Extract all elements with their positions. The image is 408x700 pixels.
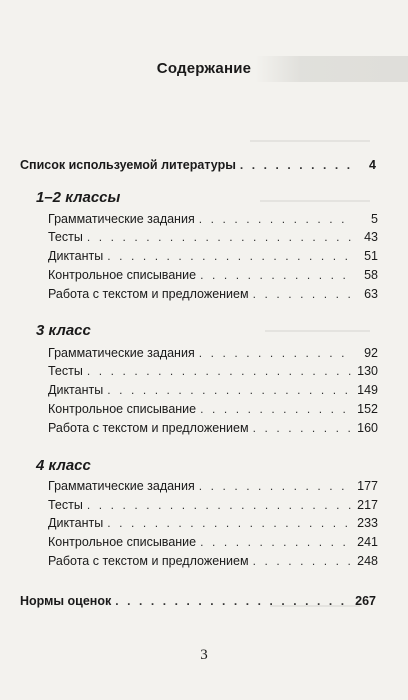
- page-title: Содержание: [156, 60, 252, 77]
- dot-leader: [107, 248, 352, 264]
- toc-entry-page: 43: [364, 230, 378, 244]
- toc-entry-label: Нормы оценок: [20, 594, 112, 608]
- toc-entry-label: Работа с текстом и предложением: [48, 287, 249, 301]
- toc-entry-label: Диктанты: [48, 249, 104, 263]
- dot-leader: [200, 534, 352, 550]
- toc-entry[interactable]: [48, 382, 378, 398]
- dot-leader: [107, 382, 352, 398]
- toc-entry-label: Грамматические задания: [48, 212, 195, 226]
- toc-entry[interactable]: [48, 345, 378, 361]
- toc-entry[interactable]: [48, 553, 378, 569]
- toc-entry[interactable]: [48, 478, 378, 494]
- toc-entry-label: Тесты: [48, 230, 83, 244]
- section-heading: 1–2 классы: [36, 189, 121, 206]
- toc-entry[interactable]: [48, 497, 378, 513]
- toc-entry-label: Работа с текстом и предложением: [48, 554, 249, 568]
- toc-entry[interactable]: [48, 211, 378, 227]
- section-heading: 4 класс: [36, 457, 91, 474]
- dot-leader: [107, 515, 352, 531]
- toc-entry-page: 130: [357, 364, 378, 378]
- toc-entry[interactable]: [48, 286, 378, 302]
- toc-entry-page: 5: [371, 212, 378, 226]
- toc-entry-label: Список используемой литературы: [20, 158, 236, 172]
- toc-entry-page: 160: [357, 421, 378, 435]
- toc-entry-label: Грамматические задания: [48, 479, 195, 493]
- toc-entry-label: Грамматические задания: [48, 346, 195, 360]
- toc-entry-label: Контрольное списывание: [48, 268, 197, 282]
- dot-leader: [115, 593, 350, 609]
- toc-entry[interactable]: [48, 267, 378, 283]
- section-heading: 3 класс: [36, 322, 91, 339]
- dot-leader: [253, 286, 352, 302]
- toc-entry-page: 217: [357, 498, 378, 512]
- toc-entry[interactable]: [48, 515, 378, 531]
- toc-entry-page: 248: [357, 554, 378, 568]
- toc-entry[interactable]: [48, 401, 378, 417]
- dot-leader: [240, 157, 350, 173]
- toc-entry[interactable]: [48, 363, 378, 379]
- toc-entry-label: Диктанты: [48, 383, 104, 397]
- toc-entry-page: 152: [357, 402, 378, 416]
- toc-entry-label: Контрольное списывание: [48, 402, 197, 416]
- toc-entry-bibliography[interactable]: [20, 157, 376, 173]
- dot-leader: [200, 267, 352, 283]
- dot-leader: [87, 497, 352, 513]
- toc-entry-page: 233: [357, 516, 378, 530]
- dot-leader: [199, 211, 352, 227]
- dot-leader: [200, 401, 352, 417]
- dot-leader: [253, 553, 352, 569]
- toc-entry-page: 92: [364, 346, 378, 360]
- show-through-line: [265, 330, 370, 332]
- toc-entry[interactable]: [48, 248, 378, 264]
- dot-leader: [87, 229, 352, 245]
- dot-leader: [199, 345, 352, 361]
- toc-entry-page: 241: [357, 535, 378, 549]
- toc-entry-page: 4: [369, 158, 376, 172]
- dot-leader: [253, 420, 352, 436]
- toc-entry-page: 149: [357, 383, 378, 397]
- toc-entry-page: 51: [364, 249, 378, 263]
- toc-entry-grading[interactable]: [20, 593, 376, 609]
- toc-entry[interactable]: [48, 534, 378, 550]
- toc-entry-label: Работа с текстом и предложением: [48, 421, 249, 435]
- toc-entry[interactable]: [48, 420, 378, 436]
- page-number: 3: [200, 647, 208, 663]
- toc-entry-page: 58: [364, 268, 378, 282]
- toc-entry-label: Тесты: [48, 498, 83, 512]
- toc-entry-page: 267: [355, 594, 376, 608]
- toc-entry-label: Контрольное списывание: [48, 535, 197, 549]
- toc-entry-label: Диктанты: [48, 516, 104, 530]
- toc-entry-label: Тесты: [48, 364, 83, 378]
- dot-leader: [87, 363, 352, 379]
- toc-entry[interactable]: [48, 229, 378, 245]
- show-through-line: [260, 200, 370, 202]
- dot-leader: [199, 478, 352, 494]
- toc-entry-page: 63: [364, 287, 378, 301]
- show-through-line: [250, 140, 370, 142]
- toc-entry-page: 177: [357, 479, 378, 493]
